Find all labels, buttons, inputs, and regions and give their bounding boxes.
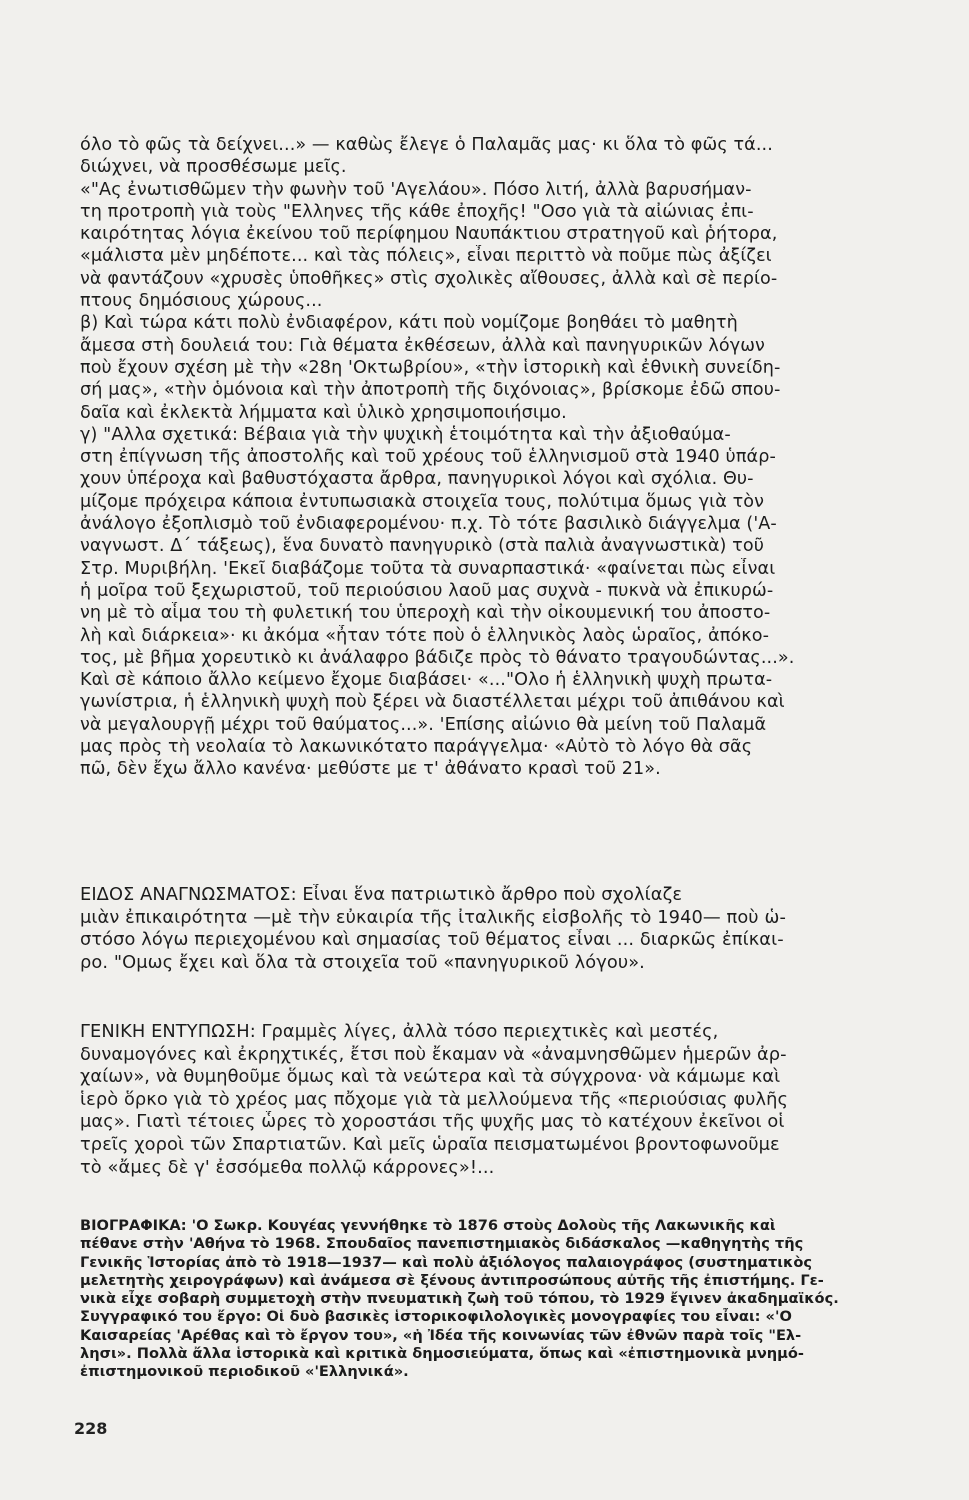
text-line: στόσο λόγω περιεχομένου καὶ σημασίας τοῦ θέματος εἶναι ... διαρκῶς ἐπίκαι- — [80, 929, 784, 951]
text-line: μελετητὴς χειρογράφων) καὶ ἀνάμεσα σὲ ξένους ἀντιπροσώπους αὐτῆς τῆς ἐπιστήμης. Γε- — [80, 1271, 824, 1289]
text-line: χαίων», νὰ θυμηθοῦμε ὅμως καὶ τὰ νεώτερα καὶ τὰ σύγχρονα· νὰ κάμωμε καὶ — [80, 1066, 781, 1088]
text-line: Συγγραφικό του ἔργο: Οἱ δυὸ βασικὲς ἱστορικοφιλολογικὲς μονογραφίες του εἶναι: «'Ο — [80, 1308, 792, 1326]
text-line: νη μὲ τὸ αἷμα του τὴ φυλετική του ὑπεροχὴ καὶ τὴν οἰκουμενική του ἀποστο- — [80, 603, 771, 624]
text-line: χουν ὑπέροχα καὶ βαθυστόχαστα ἄρθρα, πανηγυρικοὶ λόγοι καὶ σχόλια. Θυ- — [80, 469, 754, 490]
text-line: τη προτροπὴ γιὰ τοὺς "Ελληνες τῆς κάθε ἐποχῆς! "Οσο γιὰ τὰ αἰώνιας ἐπι- — [80, 201, 754, 222]
text-line: νὰ μεγαλουργῇ μέχρι τοῦ θαύματος...». 'Επίσης αἰώνιο θὰ μείνη τοῦ Παλαμᾶ — [80, 714, 767, 735]
text-line: διώχνει, νὰ προσθέσωμε μεῖς. — [80, 157, 347, 178]
text-line: «μάλιστα μὲν μηδέποτε... καὶ τὰς πόλεις», εἶναι περιττὸ νὰ ποῦμε πὼς ἀξίζει — [80, 246, 772, 267]
text-line: τὸ «ἄμες δὲ γ' ἐσσόμεθα πολλῷ κάρρονες»!... — [80, 1156, 495, 1178]
text-line: γωνίστρια, ἡ ἑλληνικὴ ψυχὴ ποὺ ξέρει νὰ διαστέλλεται μέχρι τοῦ ἀπιθάνου καὶ — [80, 692, 785, 713]
text-line: όλο τὸ φῶς τὰ δείχνει...» — καθὼς ἔλεγε ὁ Παλαμᾶς μας· κι ὅλα τὸ φῶς τά... — [80, 135, 773, 155]
text-line: ΓΕΝΙΚΗ ΕΝΤΥΠΩΣΗ: Γραμμὲς λίγες, ἀλλὰ τόσο περιεχτικὲς καὶ μεστές, — [80, 1021, 719, 1042]
text-line: τρεῖς χοροὶ τῶν Σπαρτιατῶν. Καὶ μεῖς ὡραῖα πεισματωμένοι βροντοφωνοῦμε — [80, 1133, 780, 1155]
text-line: πῶ, δὲν ἔχω ἄλλο κανένα· μεθύστε με τ' ἀθάνατο κρασὶ τοῦ 21». — [80, 759, 661, 780]
text-line: ποὺ ἔχουν σχέση μὲ τὴν «28η 'Οκτωβρίου», «τὴν ἱστορικὴ καὶ ἐθνικὴ συνείδη- — [80, 357, 781, 378]
general-impression-section — [80, 1021, 920, 1179]
text-line: ἄμεσα στὴ δουλειά του: Γιὰ θέματα ἐκθέσεων, ἀλλὰ καὶ πανηγυρικῶν λόγων — [80, 335, 765, 356]
text-line: Στρ. Μυριβήλη. 'Εκεῖ διαβάζομε τοῦτα τὰ συναρπαστικά· «φαίνεται πὼς εἶναι — [80, 558, 776, 579]
biography-section — [80, 1217, 920, 1382]
text-line: δυναμογόνες καὶ ἐκρηχτικές, ἔτσι ποὺ ἔκαμαν νὰ «ἀναμνησθῶμεν ἡμερῶν ἀρ- — [80, 1043, 787, 1065]
text-line: στη ἐπίγνωση τῆς ἀποστολῆς καὶ τοῦ χρέους τοῦ ἑλληνισμοῦ στὰ 1940 ὑπάρ- — [80, 447, 776, 468]
text-line: ἐπιστημονικοῦ περιοδικοῦ «'Ελληνικά». — [80, 1363, 409, 1381]
text-line: ναγνωστ. Δ΄ τάξεως), ἕνα δυνατὸ πανηγυρικὸ (στὰ παλιὰ ἀναγνωστικὰ) τοῦ — [80, 536, 765, 557]
text-line: λὴ καὶ διάρκεια»· κι ἀκόμα «ἦταν τότε ποὺ ὁ ἑλληνικὸς λαὸς ὡραῖος, ἀπόκο- — [80, 625, 770, 646]
main-text-block — [80, 134, 920, 781]
text-line: μιὰν ἐπικαιρότητα —μὲ τὴν εὐκαιρία τῆς ἰταλικῆς εἰσβολῆς τὸ 1940— ποὺ ὡ- — [80, 906, 786, 928]
page-number: 228 — [74, 1419, 108, 1438]
text-line: ἡ μοῖρα τοῦ ξεχωριστοῦ, τοῦ περιούσιου λαοῦ μας συχνὰ - πυκνὰ νὰ ἐπικυρώ- — [80, 580, 774, 601]
text-line: β) Καὶ τώρα κάτι πολὺ ἐνδιαφέρον, κάτι ποὺ νομίζομε βοηθάει τὸ μαθητὴ — [80, 313, 738, 334]
reading-type-section — [80, 884, 920, 974]
text-line: «"Ας ἐνωτισθῶμεν τὴν φωνὴν τοῦ 'Αγελάου». Πόσο λιτή, ἀλλὰ βαρυσήμαν- — [80, 179, 752, 200]
text-line: μίζομε πρόχειρα κάποια ἐντυπωσιακὰ στοιχεῖα τους, πολύτιμα ὅμως γιὰ τὸν — [80, 491, 765, 512]
text-line: γ) "Αλλα σχετικά: Βέβαια γιὰ τὴν ψυχικὴ ἑτοιμότητα καὶ τὴν ἀξιοθαύμα- — [80, 424, 731, 445]
text-line: Γενικῆς Ἱστορίας ἀπὸ τὸ 1918—1937— καὶ πολὺ ἀξιόλογος παλαιογράφος (συστηματικὸς — [80, 1253, 812, 1271]
text-line: λησι». Πολλὰ ἄλλα ἱστορικὰ καὶ κριτικὰ δημοσιεύματα, ὅπως καὶ «ἐπιστημονικὰ μνημό- — [80, 1345, 804, 1363]
text-line: ΕΙΔΟΣ ΑΝΑΓΝΩΣΜΑΤΟΣ: Εἶναι ἕνα πατριωτικὸ ἄρθρο ποὺ σχολίαζε — [80, 884, 683, 905]
text-line: νὰ φαντάζουν «χρυσὲς ὑποθῆκες» στὶς σχολικὲς αἴθουσες, ἀλλὰ καὶ σὲ περίο- — [80, 268, 778, 289]
text-line: σή μας», «τὴν ὁμόνοια καὶ τὴν ἀποτροπὴ τῆς διχόνοιας», βρίσκομε ἐδῶ σπου- — [80, 380, 781, 401]
text-line: ἀνάλογο ἐξοπλισμὸ τοῦ ἐνδιαφερομένου· π.χ. Τὸ τότε βασιλικὸ διάγγελμα ('Α- — [80, 514, 777, 535]
text-line: καιρότητας λόγια ἐκείνου τοῦ περίφημου Ναυπάκτιου στρατηγοῦ καὶ ῥήτορα, — [80, 224, 778, 245]
text-line: μας». Γιατὶ τέτοιες ὧρες τὸ χοροστάσι τῆς ψυχῆς μας τὸ κατέχουν ἐκεῖνοι οἱ — [80, 1111, 785, 1133]
text-line: τος, μὲ βῆμα χορευτικὸ κι ἀνάλαφρο βάδιζε πρὸς τὸ θάνατο τραγουδώντας...». — [80, 647, 795, 668]
text-line: ΒΙΟΓΡΑΦΙΚΑ: 'Ο Σωκρ. Κουγέας γεννήθηκε τὸ 1876 στοὺς Δολοὺς τῆς Λακωνικῆς καὶ — [80, 1217, 776, 1234]
text-line: πτους δημόσιους χώρους... — [80, 291, 323, 312]
text-line: δαῖα καὶ ἐκλεκτὰ λήμματα καὶ ὑλικὸ χρησιμοποιήσιμο. — [80, 402, 567, 423]
text-line: μας πρὸς τὴ νεολαία τὸ λακωνικότατο παράγγελμα· «Αὐτὸ τὸ λόγο θὰ σᾶς — [80, 737, 753, 758]
text-line: ἱερὸ ὅρκο γιὰ τὸ χρέος μας πὄχομε γιὰ τὰ μελλούμενα τῆς «περιούσιας φυλῆς — [80, 1088, 789, 1110]
text-line: Καισαρείας 'Αρέθας καὶ τὸ ἔργον του», «ἡ Ἰδέα τῆς κοινωνίας τῶν ἐθνῶν παρὰ τοῖς "Ελ- — [80, 1326, 802, 1344]
text-line: πέθανε στὴν 'Αθήνα τὸ 1968. Σπουδαῖος πανεπιστημιακὸς διδάσκαλος —καθηγητὴς τῆς — [80, 1235, 804, 1253]
text-line: Καὶ σὲ κάποιο ἄλλο κείμενο ἔχομε διαβάσει· «..."Ολο ἡ ἑλληνικὴ ψυχὴ πρωτα- — [80, 670, 773, 691]
text-line: ρο. "Ομως ἔχει καὶ ὅλα τὰ στοιχεῖα τοῦ «πανηγυρικοῦ λόγου». — [80, 951, 645, 973]
text-line: νικὰ εἶχε σοβαρὴ συμμετοχὴ στὴν πνευματικὴ ζωὴ τοῦ τόπου, τὸ 1929 ἔγινεν ἀκαδημαϊκός. — [80, 1290, 839, 1308]
